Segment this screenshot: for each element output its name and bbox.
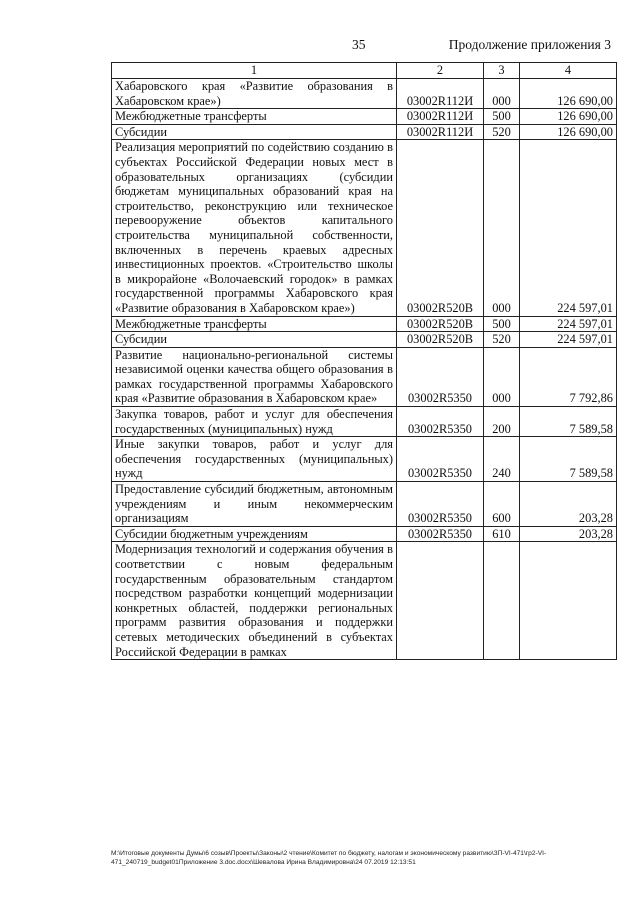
row-name: Субсидии xyxy=(112,124,397,140)
target-code: 03002R520В xyxy=(397,316,484,332)
row-name: Модернизация технологий и содержания обучения в соответствии с новым федеральным государственным образовательным стандартом посредством разработки концепций модернизации конкретных областей, поддержки региональных программ развития образования и поддержки сетевых методических объединений в субъектах Российской Федерации в рамках xyxy=(112,542,397,660)
column-number-row xyxy=(112,63,617,79)
amount: 203,28 xyxy=(520,526,617,542)
row-name: Иные закупки товаров, работ и услуг для обеспечения государственных (муниципальных) нужд xyxy=(112,437,397,482)
expense-type-code: 500 xyxy=(484,109,520,125)
column-number: 4 xyxy=(520,63,617,79)
amount: 7 792,86 xyxy=(520,347,617,406)
target-code: 03002R112И xyxy=(397,124,484,140)
amount: 126 690,00 xyxy=(520,109,617,125)
target-code: 03002R520В xyxy=(397,140,484,316)
expense-type-code: 000 xyxy=(484,79,520,109)
row-name: Хабаровского края «Развитие образования в Хабаровском крае») xyxy=(112,79,397,109)
table-row xyxy=(112,542,617,660)
row-name: Субсидии xyxy=(112,332,397,348)
appendix-continuation-label: Продолжение приложения 3 xyxy=(448,37,611,52)
table-row xyxy=(112,347,617,406)
amount: 7 589,58 xyxy=(520,407,617,437)
amount: 7 589,58 xyxy=(520,437,617,482)
row-name: Предоставление субсидий бюджетным, автономным учреждениям и иным некоммерческим организациям xyxy=(112,482,397,527)
target-code: 03002R112И xyxy=(397,79,484,109)
target-code: 03002R5350 xyxy=(397,437,484,482)
target-code xyxy=(397,542,484,660)
page-header xyxy=(0,37,640,57)
amount xyxy=(520,542,617,660)
amount: 126 690,00 xyxy=(520,79,617,109)
expense-type-code: 000 xyxy=(484,140,520,316)
row-name: Реализация мероприятий по содействию созданию в субъектах Российской Федерации новых мест в образовательных организациях (субсидии бюджетам муниципальных образований края на строительство, реконструкцию или техническое перевооружение объектов капитального строительства муниципальной собственности, включенных в перечень краевых адресных инвестиционных проектов. «Строительство школы в микрорайоне «Волочаевский городок» в рамках государственной программы Хабаровского края «Развитие образования в Хабаровском крае») xyxy=(112,140,397,316)
table-row xyxy=(112,79,617,109)
row-name: Межбюджетные трансферты xyxy=(112,316,397,332)
budget-table xyxy=(111,62,617,660)
page-number: 35 xyxy=(352,37,366,52)
table-row xyxy=(112,526,617,542)
amount: 224 597,01 xyxy=(520,316,617,332)
row-name: Закупка товаров, работ и услуг для обеспечения государственных (муниципальных) нужд xyxy=(112,407,397,437)
column-number: 2 xyxy=(397,63,484,79)
column-number: 3 xyxy=(484,63,520,79)
target-code: 03002R5350 xyxy=(397,407,484,437)
table-row xyxy=(112,482,617,527)
target-code: 03002R5350 xyxy=(397,526,484,542)
amount: 203,28 xyxy=(520,482,617,527)
table-row xyxy=(112,332,617,348)
expense-type-code: 000 xyxy=(484,347,520,406)
expense-type-code: 500 xyxy=(484,316,520,332)
target-code: 03002R520В xyxy=(397,332,484,348)
table-row xyxy=(112,109,617,125)
expense-type-code: 610 xyxy=(484,526,520,542)
amount: 224 597,01 xyxy=(520,140,617,316)
column-number: 1 xyxy=(112,63,397,79)
table-row xyxy=(112,407,617,437)
target-code: 03002R5350 xyxy=(397,347,484,406)
expense-type-code: 240 xyxy=(484,437,520,482)
table-row xyxy=(112,140,617,316)
amount: 126 690,00 xyxy=(520,124,617,140)
expense-type-code: 200 xyxy=(484,407,520,437)
row-name: Межбюджетные трансферты xyxy=(112,109,397,125)
row-name: Субсидии бюджетным учреждениям xyxy=(112,526,397,542)
document-path-footer: M:\Итоговые документы Думы\6 созыв\Проекты\Законы\2 чтение\Комитет по бюджету, налогам и экономическому развитию\ЗП-VI-471\гр2-VI-471_240719_budget01Приложение 3.doc.docx\Шевалова Ирина Владимировна\24 07.2019 12:13:51 xyxy=(111,850,547,866)
table-row xyxy=(112,437,617,482)
expense-type-code xyxy=(484,542,520,660)
amount: 224 597,01 xyxy=(520,332,617,348)
table-row xyxy=(112,124,617,140)
expense-type-code: 600 xyxy=(484,482,520,527)
row-name: Развитие национально-региональной системы независимой оценки качества общего образования в рамках государственной программы Хабаровского края «Развитие образования в Хабаровском крае» xyxy=(112,347,397,406)
expense-type-code: 520 xyxy=(484,332,520,348)
expense-type-code: 520 xyxy=(484,124,520,140)
table-row xyxy=(112,316,617,332)
target-code: 03002R112И xyxy=(397,109,484,125)
target-code: 03002R5350 xyxy=(397,482,484,527)
